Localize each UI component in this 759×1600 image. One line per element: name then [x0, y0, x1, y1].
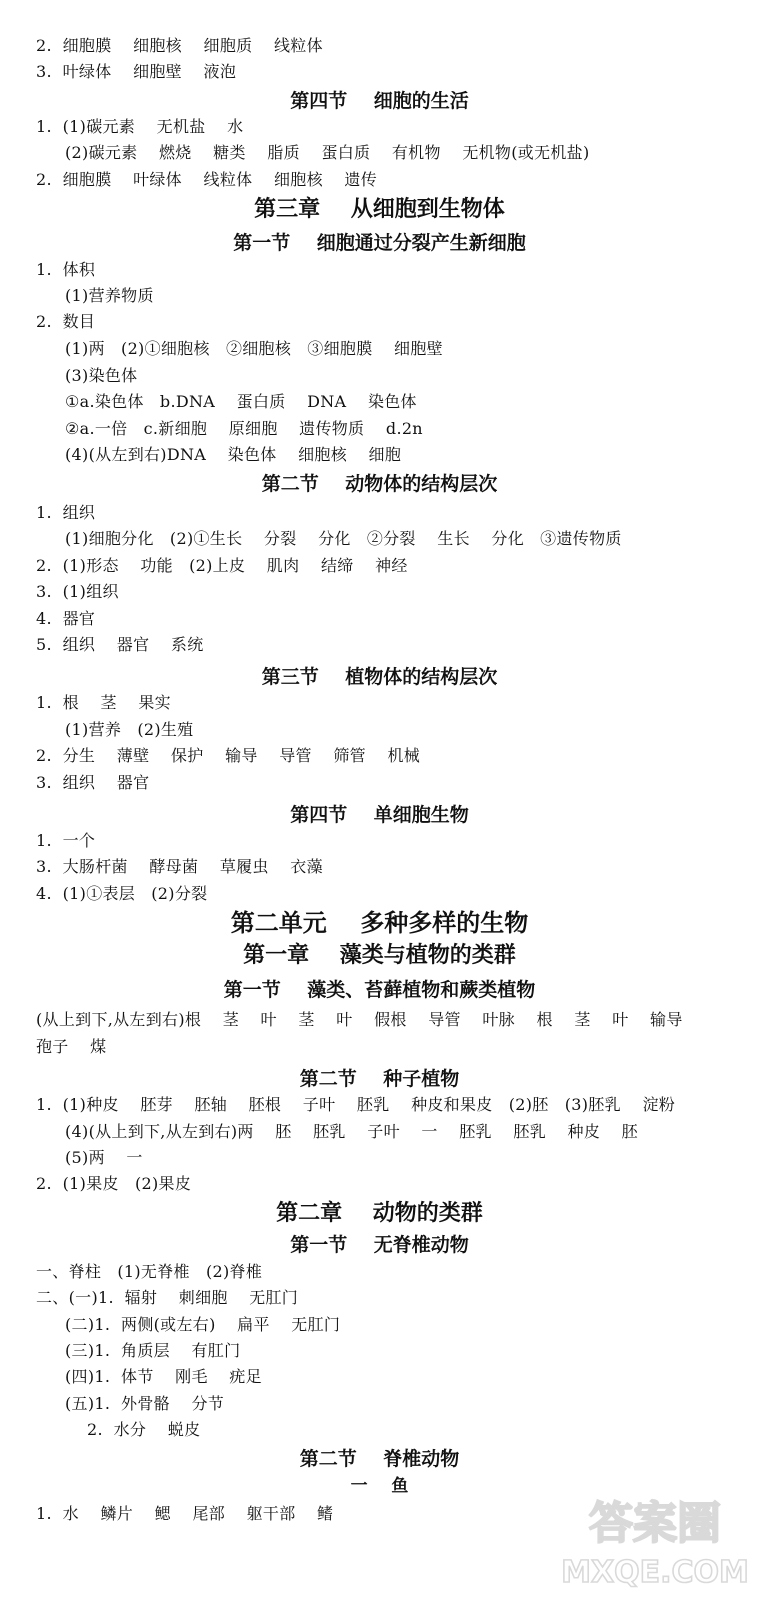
answer-line: ①a.染色体 b.DNA 蛋白质 DNA 染色体 [65, 392, 417, 411]
answer-line: (5)两 一 [65, 1148, 143, 1167]
section-heading: 一 鱼 [350, 1476, 409, 1496]
section-heading: 第二节 脊椎动物 [299, 1448, 460, 1470]
answer-line: (2)碳元素 燃烧 糖类 脂质 蛋白质 有机物 无机物(或无机盐) [65, 143, 590, 162]
answer-line: 1. (1)碳元素 无机盐 水 [36, 117, 244, 136]
answer-line: 4. (1)①表层 (2)分裂 [36, 884, 208, 903]
answer-line: (五)1. 外骨骼 分节 [65, 1394, 225, 1413]
answer-line: 孢子 煤 [36, 1037, 107, 1056]
watermark-logo [560, 1488, 750, 1592]
answer-line: 3. 大肠杆菌 酵母菌 草履虫 衣藻 [36, 857, 323, 876]
watermark-url: MXQE.COM [561, 1555, 749, 1590]
section-heading: 第二节 动物体的结构层次 [261, 473, 498, 495]
section-heading: 第二节 种子植物 [299, 1068, 460, 1090]
section-heading: 第三章 从细胞到生物体 [254, 197, 505, 222]
answer-line: ②a.一倍 c.新细胞 原细胞 遗传物质 d.2n [65, 419, 423, 438]
answer-line: 3. 叶绿体 细胞壁 液泡 [36, 62, 237, 81]
answer-line: 1. 根 茎 果实 [36, 693, 171, 712]
answer-line: 一、脊柱 (1)无脊椎 (2)脊椎 [36, 1262, 263, 1281]
answer-line: 2. 细胞膜 叶绿体 线粒体 细胞核 遗传 [36, 170, 378, 189]
answer-line: 二、(一)1. 辐射 刺细胞 无肛门 [36, 1288, 299, 1307]
answer-line: (三)1. 角质层 有肛门 [65, 1341, 241, 1360]
answer-line: 1. 体积 [36, 260, 96, 279]
answer-line: 1. 一个 [36, 831, 96, 850]
answer-line: 2. 细胞膜 细胞核 细胞质 线粒体 [36, 36, 323, 55]
section-heading: 第一节 无脊椎动物 [290, 1234, 469, 1256]
answer-line: 1. 组织 [36, 503, 96, 522]
answer-line: 1. 水 鳞片 鳃 尾部 躯干部 鳍 [36, 1504, 334, 1523]
watermark-title: 答案圈 [589, 1498, 721, 1549]
answer-line: (4)(从左到右)DNA 染色体 细胞核 细胞 [65, 445, 402, 464]
section-heading: 第四节 细胞的生活 [290, 90, 469, 112]
answer-line: 2. 水分 蜕皮 [87, 1420, 201, 1439]
answer-line: 2. 数目 [36, 312, 96, 331]
answer-line: (1)营养 (2)生殖 [65, 720, 194, 739]
answer-line: (四)1. 体节 刚毛 疣足 [65, 1367, 262, 1386]
answer-line: 5. 组织 器官 系统 [36, 635, 204, 654]
answer-line: (1)细胞分化 (2)①生长 分裂 分化 ②分裂 生长 分化 ③遗传物质 [65, 529, 622, 548]
answer-line: 4. 器官 [36, 609, 96, 628]
answer-line: 1. (1)种皮 胚芽 胚轴 胚根 子叶 胚乳 种皮和果皮 (2)胚 (3)胚乳 淀粉 [36, 1095, 676, 1114]
section-heading: 第一节 藻类、苔藓植物和蕨类植物 [223, 979, 536, 1001]
answer-line: (二)1. 两侧(或左右) 扁平 无肛门 [65, 1315, 341, 1334]
answer-line: 2. 分生 薄壁 保护 输导 导管 筛管 机械 [36, 746, 421, 765]
section-heading: 第三节 植物体的结构层次 [261, 666, 498, 688]
answer-line: 2. (1)果皮 (2)果皮 [36, 1174, 192, 1193]
section-heading: 第一节 细胞通过分裂产生新细胞 [233, 232, 526, 254]
section-heading: 第一章 藻类与植物的类群 [243, 943, 516, 968]
answer-line: (1)营养物质 [65, 286, 154, 305]
answer-line: (1)两 (2)①细胞核 ②细胞核 ③细胞膜 细胞壁 [65, 339, 443, 358]
answer-line: 3. 组织 器官 [36, 773, 150, 792]
section-heading: 第四节 单细胞生物 [290, 804, 469, 826]
section-heading: 第二章 动物的类群 [276, 1201, 483, 1226]
answer-line: (从上到下,从左到右)根 茎 叶 茎 叶 假根 导管 叶脉 根 茎 叶 输导 [36, 1010, 683, 1029]
answer-line: 2. (1)形态 功能 (2)上皮 肌肉 结缔 神经 [36, 556, 408, 575]
answer-line: (4)(从上到下,从左到右)两 胚 胚乳 子叶 一 胚乳 胚乳 种皮 胚 [65, 1122, 638, 1141]
section-heading: 第二单元 多种多样的生物 [230, 909, 529, 937]
answer-line: (3)染色体 [65, 366, 138, 385]
answer-line: 3. (1)组织 [36, 582, 119, 601]
